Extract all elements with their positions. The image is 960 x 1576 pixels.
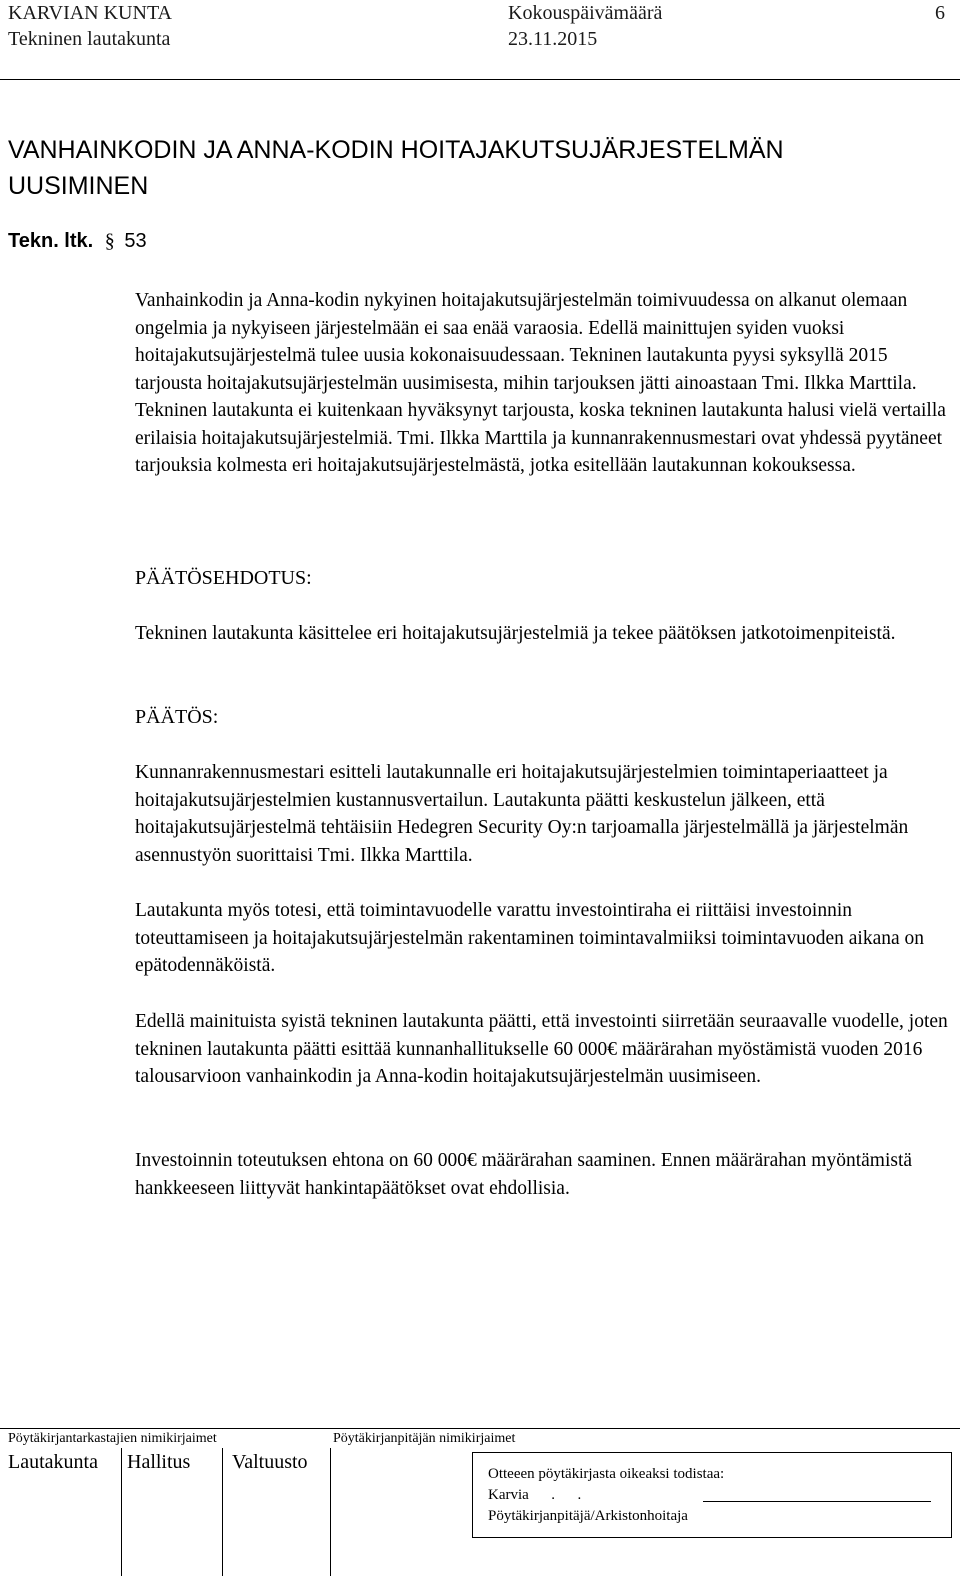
decision-heading: PÄÄTÖS: (135, 706, 219, 728)
certification-signer-role: Pöytäkirjanpitäjä/Arkistonhoitaja (488, 1508, 688, 1524)
certification-box (472, 1452, 952, 1538)
section-number: 53 (124, 230, 147, 252)
meeting-date: 23.11.2015 (508, 28, 598, 50)
proposal-text: Tekninen lautakunta käsittelee eri hoitajakutsujärjestelmiä ja tekee päätöksen jatkotoimenpiteistä. (135, 623, 896, 644)
page-number: 6 (935, 2, 945, 24)
signature-line (703, 1501, 931, 1502)
body-lautakunta: Lautakunta (8, 1451, 98, 1473)
section-reference (8, 230, 147, 253)
footer-column-divider (121, 1448, 122, 1576)
body-hallitus: Hallitus (127, 1451, 191, 1473)
secretary-initials-label: Pöytäkirjanpitäjän nimikirjaimet (333, 1431, 516, 1446)
meeting-date-label: Kokouspäivämäärä (508, 2, 663, 24)
decision-paragraph: Kunnanrakennusmestari esitteli lautakunnalle eri hoitajakutsujärjestelmien toimintaperiaatteet ja hoitajakutsujärjestelmien kustannusvertailun. Lautakunta päätti keskustelun jälkeen, että hoitajakutsujärjestelmä tehtäisiin Hedegren Security Oy:n tarjoamalla järjestelmällä ja järjestelmän asennustyön suorittaisi Tmi. Ilkka Marttila. (135, 762, 909, 866)
org-name: KARVIAN KUNTA (8, 2, 173, 24)
footer-column-divider (330, 1448, 331, 1576)
decision-paragraph: Edellä mainituista syistä tekninen lautakunta päätti, että investointi siirretään seuraavalle vuodelle, joten tekninen lautakunta päätti esittää kunnanhallitukselle 60 000€ määrärahan myöstämistä vuoden 2016 talousarvioon vanhainkodin ja Anna-kodin hoitajakutsujärjestelmän uusimiseen. (135, 1011, 948, 1087)
section-label: Tekn. ltk. (8, 230, 94, 252)
certification-title: Otteeen pöytäkirjasta oikeaksi todistaa: (488, 1466, 725, 1482)
inspectors-initials-label: Pöytäkirjantarkastajien nimikirjaimet (8, 1431, 217, 1446)
decision-paragraph: Lautakunta myös totesi, että toimintavuodelle varattu investointiraha ei riittäisi investoinnin toteuttamiseen ja hoitajakutsujärjestelmän rakentaminen toimintavalmiiksi toimintavuoden aikana on epätodennäköistä. (135, 900, 924, 976)
decision-paragraph: Investoinnin toteutuksen ehtona on 60 000€ määrärahan saaminen. Ennen määrärahan myöntämistä hankkeeseen liittyvät hankintapäätökset ovat ehdollisia. (135, 1150, 913, 1199)
footer-divider (0, 1428, 960, 1429)
proposal-heading: PÄÄTÖSEHDOTUS: (135, 567, 312, 589)
body-valtuusto: Valtuusto (232, 1451, 308, 1473)
section-symbol: § (104, 230, 115, 252)
certification-place-date: Karvia . . (488, 1487, 582, 1503)
document-title: VANHAINKODIN JA ANNA-KODIN HOITAJAKUTSUJÄRJESTELMÄN UUSIMINEN (8, 136, 784, 200)
committee-name: Tekninen lautakunta (8, 28, 171, 50)
header-divider (0, 79, 960, 80)
intro-paragraph: Vanhainkodin ja Anna-kodin nykyinen hoitajakutsujärjestelmän toimivuudessa on alkanut olemaan ongelmia ja nykyiseen järjestelmään ei saa enää varaosia. Edellä mainittujen syiden vuoksi hoitajakutsujärjestelmä tulee uusia kokonaisuudessaan. Tekninen lautakunta pyysi syksyllä 2015 tarjousta hoitajakutsujärjestelmän uusimisesta, mihin tarjouksen jätti ainoastaan Tmi. Ilkka Marttila. Tekninen lautakunta ei kuitenkaan hyväksynyt tarjousta, koska tekninen lautakunta halusi vielä vertailla erilaisia hoitajakutsujärjestelmiä. Tmi. Ilkka Marttila ja kunnanrakennusmestari ovat yhdessä pyytäneet tarjouksia kolmesta eri hoitajakutsujärjestelmästä, jotka esitellään lautakunnan kokouksessa. (135, 290, 946, 476)
footer-column-divider (222, 1448, 223, 1576)
